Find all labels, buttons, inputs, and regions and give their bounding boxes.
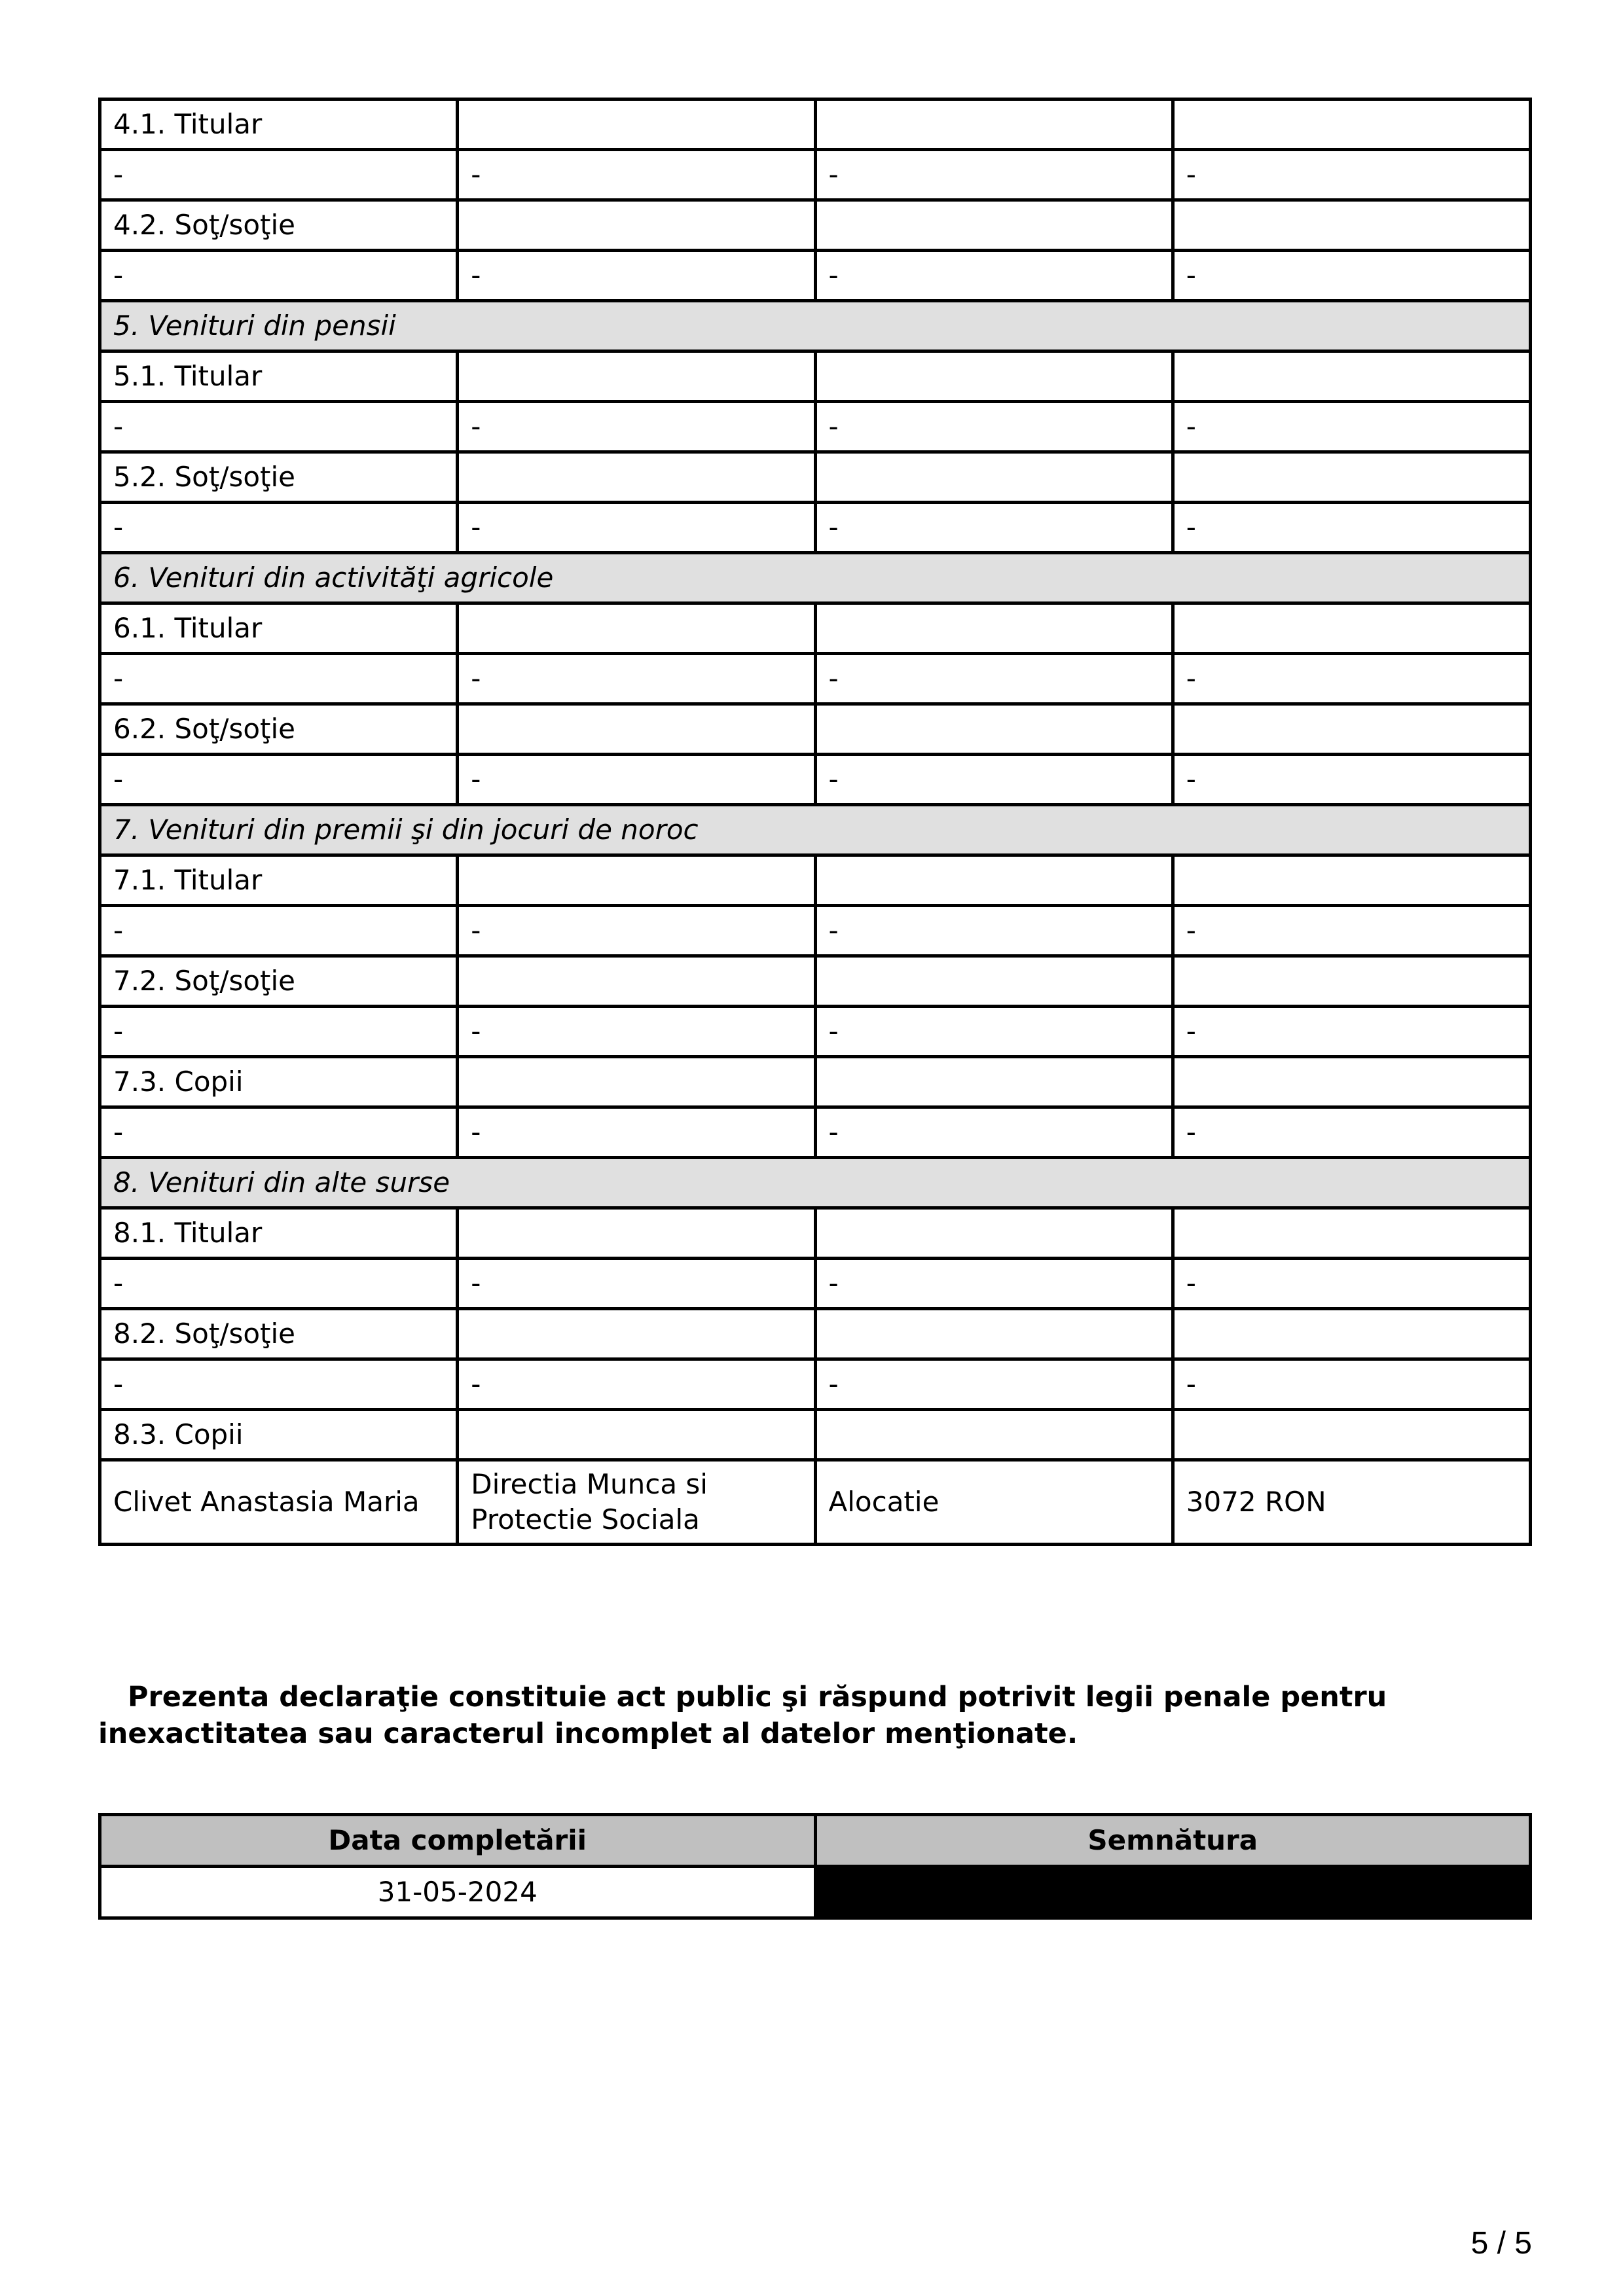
income-table <box>98 98 1532 1546</box>
table-cell: - <box>815 654 1173 704</box>
signature-header: Semnătura <box>815 1815 1531 1867</box>
table-row <box>100 1359 1531 1410</box>
table-row <box>100 1107 1531 1158</box>
table-row <box>100 251 1531 301</box>
table-cell: - <box>458 654 815 704</box>
table-cell: - <box>458 1007 815 1057</box>
table-cell <box>1173 99 1530 150</box>
table-row <box>100 755 1531 805</box>
table-cell: - <box>1173 1007 1530 1057</box>
table-row <box>100 402 1531 452</box>
table-cell <box>1173 1057 1530 1107</box>
category-row <box>100 855 1531 906</box>
table-cell: - <box>815 906 1173 956</box>
table-cell <box>458 855 815 906</box>
table-row <box>100 1007 1531 1057</box>
table-cell: - <box>458 755 815 805</box>
table-cell: 4.1. Titular <box>100 99 458 150</box>
table-cell: 6.1. Titular <box>100 603 458 654</box>
table-cell: 4.2. Soţ/soţie <box>100 200 458 251</box>
table-cell <box>1173 351 1530 402</box>
table-cell: - <box>1173 755 1530 805</box>
table-cell <box>815 1057 1173 1107</box>
table-cell: - <box>1173 654 1530 704</box>
section-title: 7. Venituri din premii şi din jocuri de noroc <box>100 805 1531 855</box>
table-row <box>100 1259 1531 1309</box>
signature-redacted <box>815 1867 1531 1918</box>
table-cell: - <box>100 1259 458 1309</box>
table-cell: - <box>815 251 1173 301</box>
category-row <box>100 351 1531 402</box>
category-row <box>100 1208 1531 1259</box>
completion-date: 31-05-2024 <box>100 1867 816 1918</box>
table-cell: - <box>815 1359 1173 1410</box>
table-cell: 8.1. Titular <box>100 1208 458 1259</box>
table-cell: - <box>1173 503 1530 553</box>
section-title: 6. Venituri din activităţi agricole <box>100 553 1531 603</box>
table-cell <box>1173 200 1530 251</box>
section-header-row <box>100 301 1531 351</box>
table-cell <box>458 1208 815 1259</box>
section-header-row <box>100 1158 1531 1208</box>
section-title: 5. Venituri din pensii <box>100 301 1531 351</box>
table-cell: 8.2. Soţ/soţie <box>100 1309 458 1359</box>
table-cell: 7.3. Copii <box>100 1057 458 1107</box>
table-row <box>100 1460 1531 1545</box>
table-cell <box>815 1309 1173 1359</box>
table-cell: - <box>458 503 815 553</box>
table-cell <box>815 704 1173 755</box>
declaration-text: Prezenta declaraţie constituie act public şi răspund potrivit legii penale pentru inexactitatea sau caracterul incomplet al datelor menţionate. <box>98 1681 1387 1750</box>
table-cell <box>815 452 1173 503</box>
table-cell <box>458 603 815 654</box>
table-cell <box>458 200 815 251</box>
table-cell: 6.2. Soţ/soţie <box>100 704 458 755</box>
table-cell <box>815 956 1173 1007</box>
table-cell <box>1173 452 1530 503</box>
section-header-row <box>100 553 1531 603</box>
section-header-row <box>100 805 1531 855</box>
table-row <box>100 906 1531 956</box>
income-table-body <box>100 99 1531 1545</box>
category-row <box>100 1410 1531 1460</box>
table-cell: - <box>100 150 458 200</box>
signature-table-value-row <box>100 1867 1531 1918</box>
table-cell: - <box>815 503 1173 553</box>
table-cell: Alocatie <box>815 1460 1173 1545</box>
category-row <box>100 1057 1531 1107</box>
table-row <box>100 150 1531 200</box>
table-row <box>100 503 1531 553</box>
table-cell: - <box>815 150 1173 200</box>
table-cell: - <box>815 1007 1173 1057</box>
table-cell: - <box>458 150 815 200</box>
table-cell: - <box>1173 1359 1530 1410</box>
page-number: 5 / 5 <box>1470 2226 1532 2261</box>
table-cell: - <box>815 402 1173 452</box>
table-cell: 5.2. Soţ/soţie <box>100 452 458 503</box>
table-cell <box>458 704 815 755</box>
table-cell <box>815 1410 1173 1460</box>
table-cell <box>815 99 1173 150</box>
table-cell <box>1173 956 1530 1007</box>
table-cell: - <box>1173 1259 1530 1309</box>
table-cell <box>1173 855 1530 906</box>
table-cell: - <box>458 1259 815 1309</box>
table-cell: - <box>815 1107 1173 1158</box>
table-cell <box>815 200 1173 251</box>
category-row <box>100 704 1531 755</box>
table-cell <box>815 855 1173 906</box>
table-cell: - <box>1173 1107 1530 1158</box>
table-cell: Directia Munca si Protectie Sociala <box>458 1460 815 1545</box>
table-cell: - <box>458 1107 815 1158</box>
table-cell <box>815 351 1173 402</box>
table-cell: - <box>458 402 815 452</box>
table-row <box>100 654 1531 704</box>
table-cell: 5.1. Titular <box>100 351 458 402</box>
table-cell <box>815 603 1173 654</box>
table-cell: - <box>458 251 815 301</box>
table-cell: Clivet Anastasia Maria <box>100 1460 458 1545</box>
table-cell <box>1173 1208 1530 1259</box>
table-cell <box>1173 704 1530 755</box>
date-header: Data completării <box>100 1815 816 1867</box>
table-cell: - <box>100 251 458 301</box>
table-cell <box>458 956 815 1007</box>
table-cell <box>458 1057 815 1107</box>
table-cell: - <box>1173 906 1530 956</box>
table-cell <box>458 1410 815 1460</box>
category-row <box>100 99 1531 150</box>
table-cell: - <box>100 1359 458 1410</box>
table-cell <box>1173 603 1530 654</box>
table-cell <box>815 1208 1173 1259</box>
table-cell: - <box>100 906 458 956</box>
table-cell: - <box>1173 150 1530 200</box>
table-cell: 7.1. Titular <box>100 855 458 906</box>
table-cell: - <box>100 503 458 553</box>
table-cell: - <box>815 755 1173 805</box>
table-cell <box>458 351 815 402</box>
section-title: 8. Venituri din alte surse <box>100 1158 1531 1208</box>
category-row <box>100 956 1531 1007</box>
table-cell: - <box>1173 402 1530 452</box>
table-cell: 8.3. Copii <box>100 1410 458 1460</box>
signature-table <box>98 1813 1532 1920</box>
table-cell <box>458 99 815 150</box>
table-cell: - <box>458 1359 815 1410</box>
category-row <box>100 1309 1531 1359</box>
signature-table-header-row <box>100 1815 1531 1867</box>
category-row <box>100 200 1531 251</box>
table-cell <box>458 452 815 503</box>
table-cell: - <box>458 906 815 956</box>
table-cell: 7.2. Soţ/soţie <box>100 956 458 1007</box>
table-cell <box>1173 1309 1530 1359</box>
table-cell <box>458 1309 815 1359</box>
table-cell: - <box>815 1259 1173 1309</box>
table-cell: - <box>100 1107 458 1158</box>
table-cell: - <box>100 654 458 704</box>
table-cell: 3072 RON <box>1173 1460 1530 1545</box>
table-cell <box>1173 1410 1530 1460</box>
table-cell: - <box>100 402 458 452</box>
table-cell: - <box>1173 251 1530 301</box>
table-cell: - <box>100 755 458 805</box>
table-cell: - <box>100 1007 458 1057</box>
category-row <box>100 603 1531 654</box>
category-row <box>100 452 1531 503</box>
